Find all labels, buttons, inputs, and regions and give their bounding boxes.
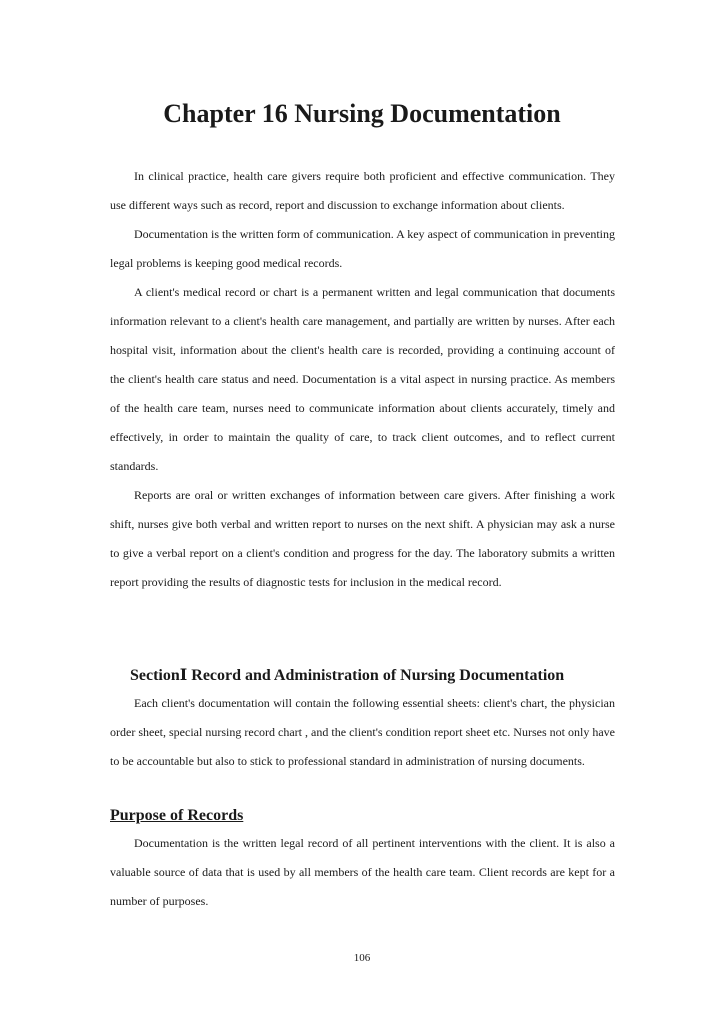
chapter-title: Chapter 16 Nursing Documentation bbox=[163, 99, 561, 128]
paragraph: Each client's documentation will contain the following essential sheets: client's chart, the physician order sheet, special nursing record chart , and the client's condition report sheet etc. Nurses not only have to be accountable but also to stick to professional standard in administration of nursing documents. bbox=[110, 696, 615, 768]
paragraph: Reports are oral or written exchanges of information between care givers. After finishing a work shift, nurses give both verbal and written report to nurses on the next shift. A physician may ask a nurse to give a verbal report on a client's condition and progress for the day. The laboratory submits a written report providing the results of diagnostic tests for inclusion in the medical record. bbox=[110, 488, 615, 589]
paragraph: A client's medical record or chart is a permanent written and legal communication that documents information relevant to a client's health care management, and partially are written by nurses. After each hospital visit, information about the client's health care is recorded, providing a continuing account of the client's health care status and need. Documentation is a vital aspect in nursing practice. As members of the health care team, nurses need to communicate information about clients accurately, timely and effectively, in order to maintain the quality of care, to track client outcomes, and to reflect current standards. bbox=[110, 285, 615, 473]
paragraph: Documentation is the written form of communication. A key aspect of communication in preventing legal problems is keeping good medical records. bbox=[110, 227, 615, 270]
section-heading: SectionⅠ Record and Administration of Nursing Documentation bbox=[130, 667, 565, 684]
paragraph: In clinical practice, health care givers require both proficient and effective communication. They use different ways such as record, report and discussion to exchange information about clients. bbox=[110, 169, 615, 212]
paragraph: Documentation is the written legal record of all pertinent interventions with the client. It is also a valuable source of data that is used by all members of the health care team. Client records are kept for a number of purposes. bbox=[110, 836, 615, 908]
purpose-subheading: Purpose of Records bbox=[110, 807, 244, 824]
purpose-text bbox=[110, 829, 615, 916]
page-number: 106 bbox=[353, 952, 371, 964]
intro-text bbox=[110, 162, 615, 597]
section-text bbox=[110, 689, 615, 776]
